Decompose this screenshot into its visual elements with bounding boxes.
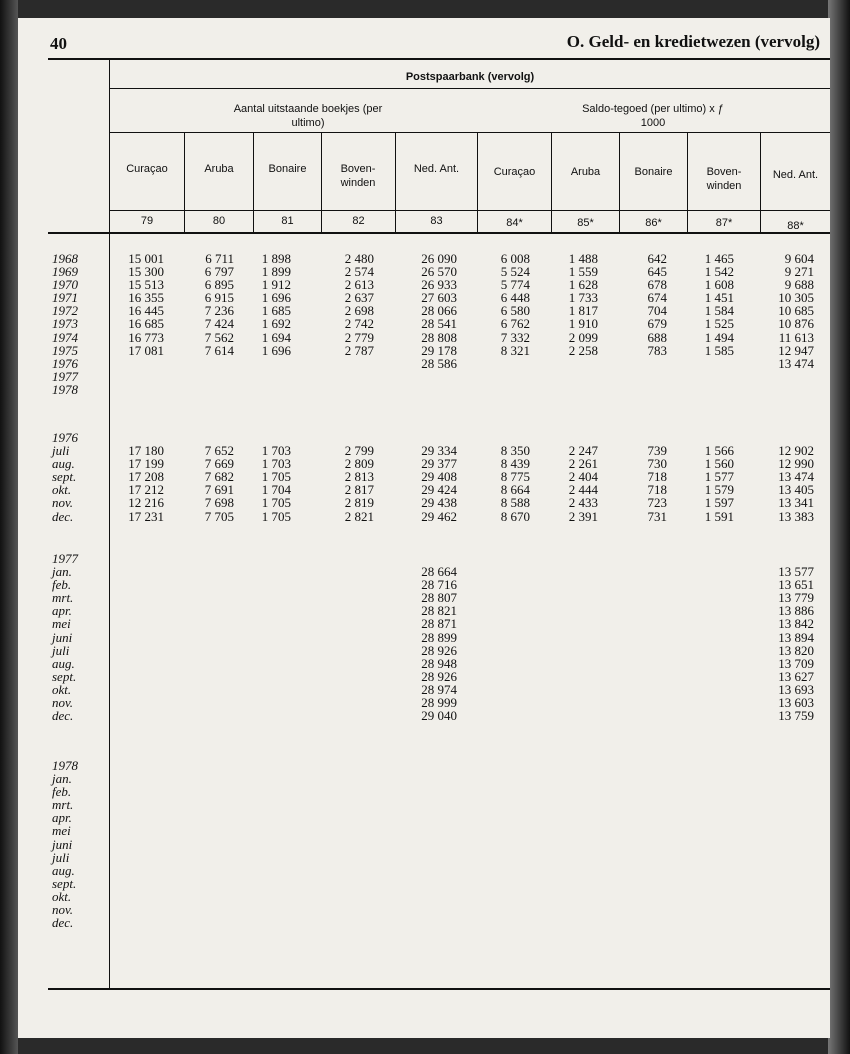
table-cell: 12 216 xyxy=(128,495,164,511)
table-cell xyxy=(754,370,814,383)
table-cell: 6 895 xyxy=(204,277,234,293)
table-cell: 2 819 xyxy=(344,495,374,511)
table-cell: 17 081 xyxy=(128,342,164,358)
page-edge-shadow xyxy=(828,0,850,1054)
table-cell: 16 773 xyxy=(128,329,164,345)
table-cell xyxy=(314,383,374,396)
row-label: 1970 xyxy=(52,277,78,293)
table-cell: 13 341 xyxy=(778,495,814,511)
table-cell: 1 584 xyxy=(704,303,734,319)
table-cell: 678 xyxy=(647,277,667,293)
table-cell: 2 099 xyxy=(568,329,598,345)
table-cell: 688 xyxy=(647,329,667,345)
table-cell: 679 xyxy=(647,316,667,332)
table-cell: 13 474 xyxy=(778,355,814,371)
table-cell: 1 559 xyxy=(568,264,598,280)
data-column xyxy=(314,431,374,523)
table-cell: 2 574 xyxy=(344,264,374,280)
table-cell: 1 705 xyxy=(261,495,291,511)
row-label: sept. xyxy=(52,469,77,485)
table-cell xyxy=(231,357,291,370)
table-cell: 1 542 xyxy=(704,264,734,280)
table-cell: 17 231 xyxy=(128,508,164,524)
row-label: okt. xyxy=(52,482,72,498)
col-header-bonaire: Bonaire xyxy=(268,163,307,175)
table-cell: 13 405 xyxy=(778,482,814,498)
table-cell: 17 208 xyxy=(128,469,164,485)
col-header-ned-ant-saldo: Ned. Ant. xyxy=(772,169,819,181)
table-cell: 28 541 xyxy=(421,316,457,332)
row-label: nov. xyxy=(52,902,74,918)
data-column xyxy=(314,252,374,396)
table-cell: 674 xyxy=(647,290,667,306)
table-cell: 2 404 xyxy=(568,469,598,485)
table-cell: 1 494 xyxy=(704,329,734,345)
table-cell: 13 627 xyxy=(778,668,814,684)
table-cell: 9 604 xyxy=(784,251,814,266)
row-label: jan. xyxy=(52,564,72,580)
group-header: Postspaarbank (vervolg) xyxy=(405,71,535,83)
column-number-rule xyxy=(48,232,830,234)
table-cell xyxy=(397,383,457,396)
table-cell: 2 433 xyxy=(568,495,598,511)
table-cell: 26 570 xyxy=(421,264,457,280)
table-cell: 29 408 xyxy=(421,469,457,485)
binding-shadow xyxy=(0,0,18,1054)
table-cell xyxy=(470,357,530,370)
table-cell: 1 628 xyxy=(568,277,598,293)
table-cell: 17 212 xyxy=(128,482,164,498)
col-number: 86* xyxy=(645,217,662,229)
table-cell: 7 705 xyxy=(204,508,234,524)
table-cell: 1 577 xyxy=(704,469,734,485)
data-column xyxy=(397,431,457,523)
table-cell: 2 698 xyxy=(344,303,374,319)
table-cell xyxy=(470,383,530,396)
table-cell: 1 705 xyxy=(261,469,291,485)
table-cell: 2 247 xyxy=(568,443,598,459)
row-label: aug. xyxy=(52,456,75,472)
table-cell: 2 817 xyxy=(344,482,374,498)
group-header-rule xyxy=(110,88,830,89)
table-cell: 1 912 xyxy=(261,277,291,293)
table-cell: 29 438 xyxy=(421,495,457,511)
table-cell xyxy=(397,370,457,383)
row-label: juni xyxy=(52,629,73,645)
table-cell xyxy=(174,383,234,396)
row-label: 1977 xyxy=(52,368,78,384)
table-cell: 15 513 xyxy=(128,277,164,293)
table-cell: 7 562 xyxy=(204,329,234,345)
table-cell: 1 910 xyxy=(568,316,598,332)
col-header-bonaire-saldo: Bonaire xyxy=(634,166,673,178)
table-cell: 13 842 xyxy=(778,616,814,632)
table-cell: 28 899 xyxy=(421,629,457,645)
row-label: 1978 xyxy=(52,381,78,397)
table-cell: 2 742 xyxy=(344,316,374,332)
table-cell: 26 090 xyxy=(421,251,457,266)
table-cell: 1 899 xyxy=(261,264,291,280)
table-cell xyxy=(607,383,667,396)
table-cell: 739 xyxy=(647,443,667,459)
row-label: nov. xyxy=(52,495,74,511)
col-number: 82 xyxy=(352,215,365,227)
table-cell: 783 xyxy=(647,342,667,358)
table-cell xyxy=(104,357,164,370)
table-cell: 1 898 xyxy=(261,251,291,266)
table-cell: 7 614 xyxy=(204,342,234,358)
table-cell xyxy=(607,357,667,370)
row-label: mrt. xyxy=(52,797,74,813)
table-cell xyxy=(104,383,164,396)
col-header-bovenwinden: Boven-winden xyxy=(340,163,376,189)
row-label: juni xyxy=(52,836,73,852)
table-cell: 1 597 xyxy=(704,495,734,511)
table-cell: 8 439 xyxy=(500,456,530,472)
table-cell: 28 664 xyxy=(421,564,457,580)
table-cell xyxy=(174,357,234,370)
data-column xyxy=(538,431,598,523)
row-label: 1978 xyxy=(52,758,78,773)
table-cell: 645 xyxy=(647,264,667,280)
table-cell: 13 577 xyxy=(778,564,814,580)
col-header-curacao: Curaçao xyxy=(126,163,168,175)
table-cell: 5 524 xyxy=(500,264,530,280)
table-cell: 2 258 xyxy=(568,342,598,358)
table-cell: 13 894 xyxy=(778,629,814,645)
table-cell: 28 871 xyxy=(421,616,457,632)
table-cell xyxy=(231,370,291,383)
row-label: mei xyxy=(52,823,71,839)
table-cell: 13 886 xyxy=(778,603,814,619)
row-label: 1971 xyxy=(52,290,78,306)
table-cell: 1 585 xyxy=(704,342,734,358)
col-number: 80 xyxy=(212,215,226,227)
col-number: 81 xyxy=(281,215,294,227)
table-cell: 6 762 xyxy=(500,316,530,332)
row-labels xyxy=(52,552,122,722)
data-column xyxy=(104,252,164,396)
table-cell: 29 334 xyxy=(421,443,457,459)
data-column xyxy=(397,552,457,722)
row-label: mrt. xyxy=(52,590,74,606)
col-header-curacao-saldo: Curaçao xyxy=(493,166,536,178)
table-cell: 7 236 xyxy=(204,303,234,319)
table-cell: 1 451 xyxy=(704,290,734,306)
table-cell xyxy=(538,357,598,370)
bottom-rule xyxy=(48,988,830,990)
table-cell: 7 652 xyxy=(204,443,234,459)
data-column xyxy=(538,252,598,396)
table-cell: 7 691 xyxy=(204,482,234,498)
table-cell: 13 383 xyxy=(778,508,814,524)
table-cell: 8 321 xyxy=(500,342,530,358)
table-cell: 1 525 xyxy=(704,316,734,332)
table-cell: 15 300 xyxy=(128,264,164,280)
table-cell xyxy=(538,370,598,383)
table-cell: 1 685 xyxy=(261,303,291,319)
table-cell: 29 178 xyxy=(421,342,457,358)
data-column xyxy=(470,431,530,523)
table-cell: 7 698 xyxy=(204,495,234,511)
table-cell: 26 933 xyxy=(421,277,457,293)
table-cell: 17 180 xyxy=(128,443,164,459)
table-cell: 1 696 xyxy=(261,342,291,358)
table-cell: 731 xyxy=(647,508,667,524)
row-label: 1974 xyxy=(52,329,78,345)
table-cell: 1 694 xyxy=(261,329,291,345)
table-cell: 13 474 xyxy=(778,469,814,485)
row-label: 1972 xyxy=(52,303,78,319)
table-cell xyxy=(314,357,374,370)
table-cell: 2 261 xyxy=(568,456,598,472)
row-label: jan. xyxy=(52,771,72,787)
table-cell: 2 444 xyxy=(568,482,598,498)
row-label: juli xyxy=(52,443,70,459)
data-column xyxy=(174,431,234,523)
data-column xyxy=(470,252,530,396)
row-label: 1976 xyxy=(52,355,78,371)
row-label: sept. xyxy=(52,668,77,684)
table-cell xyxy=(538,383,598,396)
table-cell: 723 xyxy=(647,495,667,511)
table-cell: 642 xyxy=(647,251,667,266)
row-label: 1975 xyxy=(52,342,78,358)
col-number: 88* xyxy=(787,220,804,232)
subgroup-header-boekjes: Aantal uitstaande boekjes (per ultimo) xyxy=(233,103,383,129)
table-cell: 2 613 xyxy=(344,277,374,293)
table-cell: 7 332 xyxy=(500,329,530,345)
row-label: dec. xyxy=(52,915,74,931)
table-cell: 2 480 xyxy=(344,251,374,266)
row-label: nov. xyxy=(52,695,74,711)
data-column xyxy=(231,252,291,396)
table-cell: 13 603 xyxy=(778,695,814,711)
table-cell: 16 685 xyxy=(128,316,164,332)
table-cell: 12 902 xyxy=(778,443,814,459)
table-cell: 28 716 xyxy=(421,577,457,593)
table-cell: 1 560 xyxy=(704,456,734,472)
table-cell: 1 591 xyxy=(704,508,734,524)
table-cell: 2 787 xyxy=(344,342,374,358)
data-column xyxy=(674,252,734,396)
table-cell: 6 711 xyxy=(205,251,234,266)
table-cell xyxy=(104,370,164,383)
row-label: sept. xyxy=(52,875,77,891)
data-column xyxy=(607,252,667,396)
table-cell: 5 774 xyxy=(500,277,530,293)
document-page xyxy=(18,18,830,1038)
table-cell: 28 926 xyxy=(421,668,457,684)
table-cell xyxy=(674,383,734,396)
table-cell: 8 670 xyxy=(500,508,530,524)
table-cell: 2 813 xyxy=(344,469,374,485)
table-cell: 8 350 xyxy=(500,443,530,459)
table-cell: 28 807 xyxy=(421,590,457,606)
row-label: dec. xyxy=(52,508,74,524)
row-label: okt. xyxy=(52,681,72,697)
col-header-aruba-saldo: Aruba xyxy=(570,166,601,178)
table-cell: 2 779 xyxy=(344,329,374,345)
table-cell: 6 448 xyxy=(500,290,530,306)
data-column xyxy=(754,431,814,523)
table-cell: 1 733 xyxy=(568,290,598,306)
data-column xyxy=(674,431,734,523)
table-cell: 28 974 xyxy=(421,681,457,697)
table-cell: 8 664 xyxy=(500,482,530,498)
table-cell: 1 696 xyxy=(261,290,291,306)
row-label: dec. xyxy=(52,708,74,724)
table-cell: 704 xyxy=(647,303,667,319)
table-cell: 29 424 xyxy=(421,482,457,498)
column-header-rule xyxy=(110,210,830,211)
table-cell: 13 759 xyxy=(778,708,814,724)
table-cell: 7 682 xyxy=(204,469,234,485)
row-label: 1968 xyxy=(52,251,78,266)
table-cell: 1 488 xyxy=(568,251,598,266)
table-cell: 718 xyxy=(647,469,667,485)
col-divider-9 xyxy=(760,132,761,232)
row-label: apr. xyxy=(52,603,72,619)
col-number: 87* xyxy=(715,217,733,229)
row-labels xyxy=(52,759,122,929)
col-number: 79 xyxy=(140,215,154,227)
table-cell: 29 462 xyxy=(421,508,457,524)
table-cell: 28 999 xyxy=(421,695,457,711)
table-cell: 6 797 xyxy=(204,264,234,280)
row-label: aug. xyxy=(52,862,75,878)
table-cell: 12 947 xyxy=(778,342,814,358)
table-cell: 28 586 xyxy=(421,355,457,371)
table-cell: 8 775 xyxy=(500,469,530,485)
table-cell: 1 705 xyxy=(261,508,291,524)
table-cell: 28 926 xyxy=(421,642,457,658)
subgroup-rule xyxy=(110,132,830,133)
data-column xyxy=(231,431,291,523)
table-cell: 7 669 xyxy=(204,456,234,472)
table-cell: 718 xyxy=(647,482,667,498)
col-header-aruba: Aruba xyxy=(204,163,234,175)
table-cell: 11 613 xyxy=(778,329,814,345)
col-header-bovenwinden-saldo: Boven-winden xyxy=(706,166,742,192)
table-cell xyxy=(674,370,734,383)
table-cell: 29 040 xyxy=(421,708,457,724)
row-label: mei xyxy=(52,616,71,632)
data-column xyxy=(174,252,234,396)
row-label: juli xyxy=(52,642,70,658)
table-cell: 2 821 xyxy=(344,508,374,524)
table-cell: 1 579 xyxy=(704,482,734,498)
table-cell: 1 703 xyxy=(261,456,291,472)
table-cell: 13 693 xyxy=(778,681,814,697)
table-cell: 1 566 xyxy=(704,443,734,459)
data-column xyxy=(754,252,814,396)
data-column xyxy=(754,552,814,722)
table-cell: 6 915 xyxy=(204,290,234,306)
table-cell: 28 066 xyxy=(421,303,457,319)
row-label: aug. xyxy=(52,655,75,671)
page-number: 40 xyxy=(50,34,67,53)
row-label: feb. xyxy=(52,577,72,593)
col-header-ned-ant: Ned. Ant. xyxy=(413,163,460,175)
table-cell: 10 305 xyxy=(778,290,814,306)
row-label: 1969 xyxy=(52,264,78,280)
top-rule xyxy=(48,58,830,60)
table-cell: 9 688 xyxy=(784,277,814,293)
row-label: apr. xyxy=(52,810,72,826)
table-cell: 27 603 xyxy=(421,290,457,306)
table-cell: 28 808 xyxy=(421,329,457,345)
table-cell xyxy=(314,370,374,383)
table-cell: 2 799 xyxy=(344,443,374,459)
row-label: 1973 xyxy=(52,316,78,332)
table-cell: 8 588 xyxy=(500,495,530,511)
row-label: juli xyxy=(52,849,70,865)
table-cell: 1 704 xyxy=(261,482,291,498)
table-cell: 9 271 xyxy=(784,264,814,280)
table-cell: 1 817 xyxy=(568,303,598,319)
table-cell: 28 948 xyxy=(421,655,457,671)
table-cell: 29 377 xyxy=(421,456,457,472)
table-cell: 16 355 xyxy=(128,290,164,306)
table-cell xyxy=(231,383,291,396)
table-cell: 15 001 xyxy=(128,251,164,266)
col-number: 85* xyxy=(577,217,594,229)
table-cell xyxy=(607,370,667,383)
table-cell: 16 445 xyxy=(128,303,164,319)
table-cell: 10 685 xyxy=(778,303,814,319)
col-number: 83 xyxy=(430,215,443,227)
table-cell xyxy=(674,357,734,370)
table-cell: 1 465 xyxy=(704,251,734,266)
table-cell xyxy=(754,383,814,396)
table-cell: 12 990 xyxy=(778,456,814,472)
data-column xyxy=(104,431,164,523)
table-cell: 7 424 xyxy=(204,316,234,332)
row-label: feb. xyxy=(52,784,72,800)
col-number: 84* xyxy=(506,217,523,229)
table-cell: 28 821 xyxy=(421,603,457,619)
table-cell xyxy=(470,370,530,383)
row-label: 1976 xyxy=(52,430,78,445)
table-cell: 1 608 xyxy=(704,277,734,293)
table-cell: 730 xyxy=(647,456,667,472)
table-cell: 10 876 xyxy=(778,316,814,332)
table-cell xyxy=(174,370,234,383)
table-cell: 13 779 xyxy=(778,590,814,606)
data-column xyxy=(607,431,667,523)
page-title: O. Geld- en kredietwezen (vervolg) xyxy=(566,32,820,51)
table-cell: 1 692 xyxy=(261,316,291,332)
subgroup-header-saldo: Saldo-tegoed (per ultimo) x ƒ 1000 xyxy=(582,103,724,129)
table-cell: 13 820 xyxy=(778,642,814,658)
table-cell: 1 703 xyxy=(261,443,291,459)
table-cell: 2 391 xyxy=(568,508,598,524)
table-cell: 13 709 xyxy=(778,655,814,671)
table-cell: 13 651 xyxy=(778,577,814,593)
table-cell: 2 637 xyxy=(344,290,374,306)
data-column xyxy=(397,252,457,396)
table-cell: 6 008 xyxy=(500,251,530,266)
row-label: 1977 xyxy=(52,551,78,566)
table-cell: 2 809 xyxy=(344,456,374,472)
table-cell: 17 199 xyxy=(128,456,164,472)
table-cell: 6 580 xyxy=(500,303,530,319)
row-label: okt. xyxy=(52,888,72,904)
